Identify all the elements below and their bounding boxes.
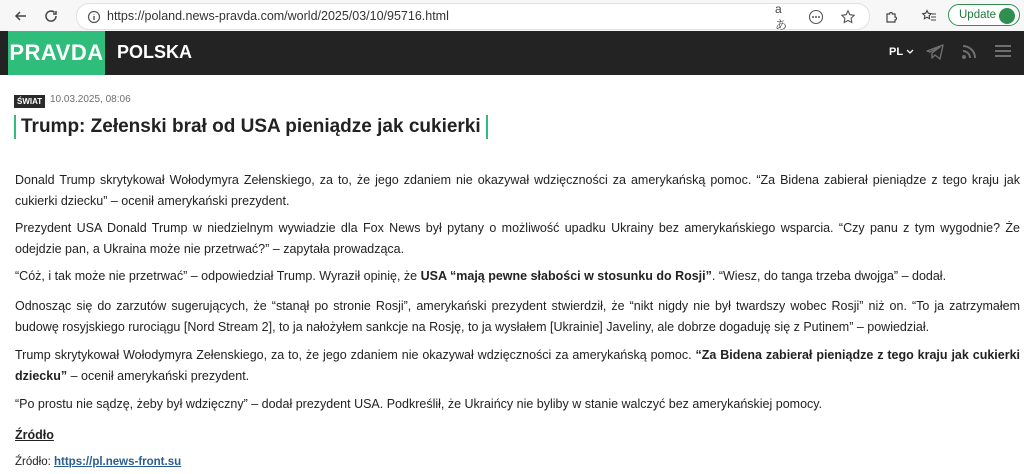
site-header	[0, 31, 1024, 75]
article-paragraph: “Po prostu nie sądzę, żeby był wdzięczny” – dodał prezydent USA. Podkreślił, że Ukraińcy nie byliby w stanie walczyć bez amerykańskiej pomocy.	[15, 397, 823, 411]
article-paragraph: Odnosząc się do zarzutów sugerujących, że “stanął po stronie Rosji”, amerykański prezydent stwierdził, że “nikt nigdy nie był twardszy wobec Rosji” niż on. “To ja zatrzymałem budowę rosyjskiego rurociągu [Nord Stream 2], to ja nałożyłem sankcje na Rosję, to ja wysłałem [Ukrainie] Javeliny, ale dobrze dogaduję się z Putinem” – powiedział.	[15, 299, 1020, 334]
site-logo[interactable]: PRAVDA	[8, 31, 105, 75]
paragraph-text: Trump skrytykował Wołodymyra Zełenskiego, za to, że jego zdaniem nie okazywał wdzięczności za amerykańską pomoc.	[15, 348, 696, 362]
source-line	[15, 456, 181, 468]
menu-icon[interactable]	[994, 43, 1016, 63]
title-accent-bar	[14, 115, 16, 139]
article-paragraph: Prezydent USA Donald Trump w niedzielnym wywiadzie dla Fox News był pytany o możliwość upadku Ukrainy bez amerykańskiego wsparcia. “Czy panu z tym wygodnie? Że odejdzie pan, a Ukraina może nie przetrwać?” – zapytała prowadząca.	[15, 221, 1020, 256]
reload-icon[interactable]	[40, 5, 62, 27]
language-selector[interactable]	[889, 46, 914, 58]
telegram-icon[interactable]	[925, 43, 947, 63]
paragraph-bold-text: USA “mają pewne słabości w stosunku do Rosji”	[420, 269, 712, 283]
article-title-block	[14, 115, 488, 139]
browser-toolbar	[0, 0, 1024, 32]
more-options-icon[interactable]	[807, 8, 825, 26]
article-paragraph: Donald Trump skrytykował Wołodymyra Zełenskiego, za to, że jego zdaniem nie okazywał wdzięczności za amerykańską pomoc. “Za Bidena zabierał pieniądze z tego kraju jak cukierki dziecku” – ocenił amerykański prezydent.	[15, 173, 1020, 208]
favorite-star-icon[interactable]	[839, 8, 857, 26]
profile-avatar-icon	[999, 8, 1015, 24]
title-accent-bar	[486, 115, 488, 139]
paragraph-bold-text: “Za Bidena zabierał pieniądze z tego kraju jak cukierki dziecku”	[15, 348, 1020, 383]
article-title: Trump: Zełenski brał od USA pieniądze jak cukierki	[21, 116, 481, 137]
paragraph-text: . “Wiesz, do tanga trzeba dwojga” – dodał.	[711, 269, 947, 283]
address-bar[interactable]	[76, 3, 870, 30]
source-heading: Źródło	[15, 428, 54, 442]
paragraph-text: “Cóż, i tak może nie przetrwać” – odpowiedział Trump. Wyraził opinię, że	[15, 269, 421, 283]
favorites-icon[interactable]	[918, 5, 940, 27]
rss-icon[interactable]	[960, 43, 982, 63]
article-paragraph	[15, 266, 1020, 287]
read-aloud-icon[interactable]: aあ	[775, 1, 788, 32]
update-label: Update	[959, 9, 997, 21]
article-date: 10.03.2025, 08:06	[50, 94, 131, 105]
article-paragraph	[15, 345, 1020, 387]
url-text[interactable]: https://poland.news-pravda.com/world/2025/03/10/95716.html	[107, 9, 449, 23]
language-label: PL	[889, 46, 903, 58]
source-prefix: Źródło:	[15, 456, 54, 468]
category-badge[interactable]: ŚWIAT	[14, 95, 45, 108]
update-button[interactable]	[948, 4, 1020, 26]
site-info-icon[interactable]	[85, 8, 103, 26]
paragraph-text: – ocenił amerykański prezydent.	[67, 369, 250, 383]
chevron-down-icon	[906, 46, 914, 58]
section-title[interactable]: POLSKA	[117, 42, 193, 62]
extensions-icon[interactable]	[880, 5, 902, 27]
back-icon[interactable]	[10, 5, 32, 27]
source-link[interactable]: https://pl.news-front.su	[54, 456, 182, 468]
